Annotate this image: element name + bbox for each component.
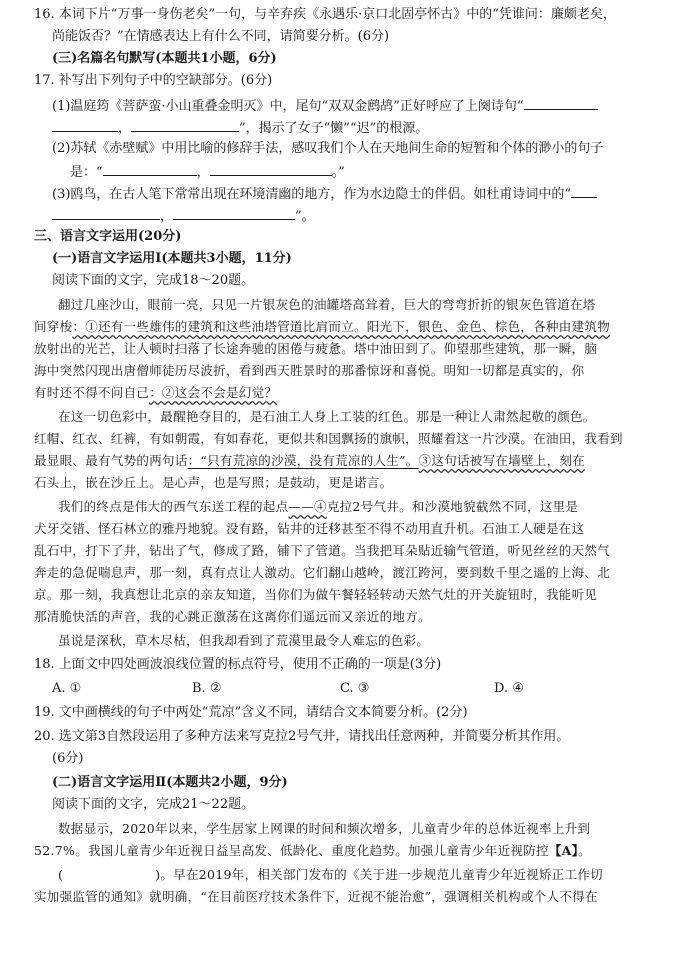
q17-blank-1[interactable] [524,96,598,110]
passage1-p4-l1: 虽说是深秋，草木尽枯，但我却看到了荒漠里最令人难忘的色彩。 [58,633,430,648]
passage1-p3-l3: 乱石中，打下了井，钻出了气，修成了路，铺下了管道。当我把耳朵贴近输气管道，听见丝丝的天然气 [34,543,611,558]
passage2-l4: 实加强监管的通知》就明确，“在目前医疗技术条件下，近视不能治愈”，强调相关机构或个人不得在 [34,889,598,904]
passage1-p1-l1: 翻过几座沙山，眼前一亮，只见一片银灰色的油罐塔高耸着，巨大的弯弯折折的银灰色管道在塔 [58,297,596,312]
q20-line1: 20. 选文第3自然段运用了多种方法来写克拉2号气井，请找出任意两种，并简要分析其作用。 [34,729,570,744]
q17-blank-6[interactable] [571,184,597,198]
sub2-header: (二)语言文字运用Ⅱ(本题共2小题，9分) [52,775,288,790]
q17-part3-tail: ”。 [295,209,315,224]
passage1-p3-l5: 京。那一刻，我真想让北京的亲友知道，当你们为做午餐轻轻转动天然气灶的开关旋钮时，我能听见 [34,587,598,602]
passage2-l2 [34,842,591,860]
passage2-l1: 数据显示，2020年以来，学生居家上网课的时间和频次增多，儿童青少年的总体近视率上升到 [58,821,591,836]
passage1-p1-l5 [34,384,277,402]
part3-title: 三、语言文字运用(20分) [34,229,182,244]
sub1-header-text: (一)语言文字运用Ⅰ(本题共3小题，11分) [52,251,292,266]
q17-part3-line2 [52,206,315,226]
passage1-text: 最显眼、最有气势的两句话 [34,453,188,468]
passage1-p3-l1 [58,498,578,516]
passage1-text: 克拉2号气井。和沙漠地貌截然不同，这里是 [326,499,579,514]
q17-blank-8[interactable] [173,206,295,220]
underlined-sentence: ：“只有荒凉的沙漠，没有荒凉的人生”。 [187,453,419,468]
q16-line1: 16. 本词下片“万事一身伤老矣”一句，与辛弃疾《永遇乐·京口北固亭怀古》中的“凭谁问：廉颇老矣， [34,7,616,22]
q20-line2: (6分) [52,751,84,766]
passage2-text: 。 [578,843,591,858]
q17-part3-text: (3)鸥鸟，在古人笔下常常出现在环境清幽的地方，作为水边隐士的伴侣。如杜甫诗词中的“ [52,187,572,202]
q17-comma-2: ， [196,165,210,180]
q16-line2: 尚能饭否？”在情感表达上有什么不同，请简要分析。(6分) [52,29,390,44]
wavy-mark-4: ——④ [288,499,327,514]
q17-part2-prefix: 是：“ [70,165,103,180]
passage1-text: 有时还不得不问自己 [34,385,150,400]
q17-blank-4[interactable] [103,162,197,176]
sub1-instruction: 阅读下面的文字，完成18～20题。 [52,273,255,288]
q18-option-d[interactable]: D. ④ [494,681,524,696]
marker-a: 【A】 [548,843,579,858]
passage1-text: 间穿梭 [34,319,73,334]
passage1-p2-l2: 红帽、红衣、红裤，有如朝霞，有如春花，更似共和国飘扬的旗帜，照耀着这一片沙漠。在油田，我看到 [34,431,623,446]
wavy-mark-1: ：①还有一些雄伟的建筑和这些油塔管道比肩而立。阳光下，银色、金色、棕色，各种由建筑物 [72,319,611,334]
passage2-text: )。早在2019年，相关部门发布的《关于进一步规范儿童青少年近视矫正工作切 [155,867,603,882]
passage1-p3-l2: 犬牙交错、怪石林立的雅丹地貌。没有路，钻井的迁移甚至不得不动用直升机。石油工人硬是在这 [34,521,585,536]
q19-stem: 19. 文中画横线的句子中两处“荒凉”含义不同，请结合文本简要分析。(2分) [34,705,468,720]
q17-blank-2[interactable] [52,118,118,132]
sub1-header [52,250,292,268]
passage1-text: 我们的终点是伟大的西气东送工程的起点 [58,499,289,514]
q17-part1-line2 [52,118,428,138]
q17-part1-line1 [52,96,598,116]
passage1-p2-l4: 石头上，嵌在沙丘上。是心声，也是写照；是鼓动，更是诺言。 [34,475,393,490]
q17-comma-3: ， [160,209,174,224]
passage1-p3-l6: 那清脆快活的声音，我的心跳正激荡在这离你们遥远而又亲近的地方。 [34,609,431,624]
passage2-text: 52.7%。我国儿童青少年近视日益呈高发、低龄化、重度化趋势。加强儿童青少年近视防控 [34,843,549,858]
q17-comma: ， [118,121,132,136]
passage1-p2-l1: 在这一切色彩中，最醒艳夺目的，是石油工人身上工装的红色。那是一种让人肃然起敬的颜色。 [58,409,596,424]
passage1-p1-l3: 放射出的光芒，让人顿时扫落了长途奔驰的困倦与疲惫。塔中油田到了。仰望那些建筑，那一瞬，脑 [34,341,598,356]
q18-option-a[interactable]: A. ① [52,681,82,696]
passage1-p1-l2 [34,318,610,336]
q17-part3-line1 [52,184,597,204]
q17-part2-line2 [70,162,345,182]
q17-part1-tail: ”，揭示了女子“懒”“迟”的根源。 [239,121,429,136]
wavy-mark-3: ③这句话被写在墙壁上，刻在 [418,453,585,468]
q17-part1-text: (1)温庭筠《菩萨蛮·小山重叠金明灭》中，尾句“双双金鹧鸪”正好呼应了上阕诗句“ [52,99,524,114]
q17-part2-tail: 。” [331,165,345,180]
q17-stem: 17. 补写出下列句子中的空缺部分。(6分) [34,73,273,88]
passage2-l3 [58,866,603,884]
q17-blank-5[interactable] [210,162,332,176]
section-header-famous-lines: (三)名篇名句默写(本题共1小题，6分) [52,51,277,66]
q17-part2-line1: (2)苏轼《赤壁赋》中用比喻的修辞手法，感叹我们个人在天地间生命的短暂和个体的渺小的句子 [52,141,604,156]
q17-blank-3[interactable] [131,118,239,132]
q18-option-b[interactable]: B. ② [192,681,222,696]
passage1-p2-l3 [34,452,585,470]
q17-blank-7[interactable] [52,206,160,220]
sub2-instruction: 阅读下面的文字，完成21～22题。 [52,797,255,812]
passage1-p3-l4: 奔走的急促喘息声，那一刻，真有点让人激动。它们翻山越岭，渡江跨河，要到数千里之遥的上海、北 [34,565,611,580]
passage2-paren-open: ( [58,867,64,882]
passage1-p1-l4: 海中突然闪现出唐僧师徒历尽波折，看到西天胜景时的那番惊讶和喜悦。明知一切都是真实的，你 [34,363,585,378]
q18-stem: 18. 上面文中四处画波浪线位置的标点符号，使用不正确的一项是(3分) [34,657,442,672]
wavy-mark-2: ：②这会不会是幻觉？ [149,385,278,400]
q18-option-c[interactable]: C. ③ [340,681,370,696]
